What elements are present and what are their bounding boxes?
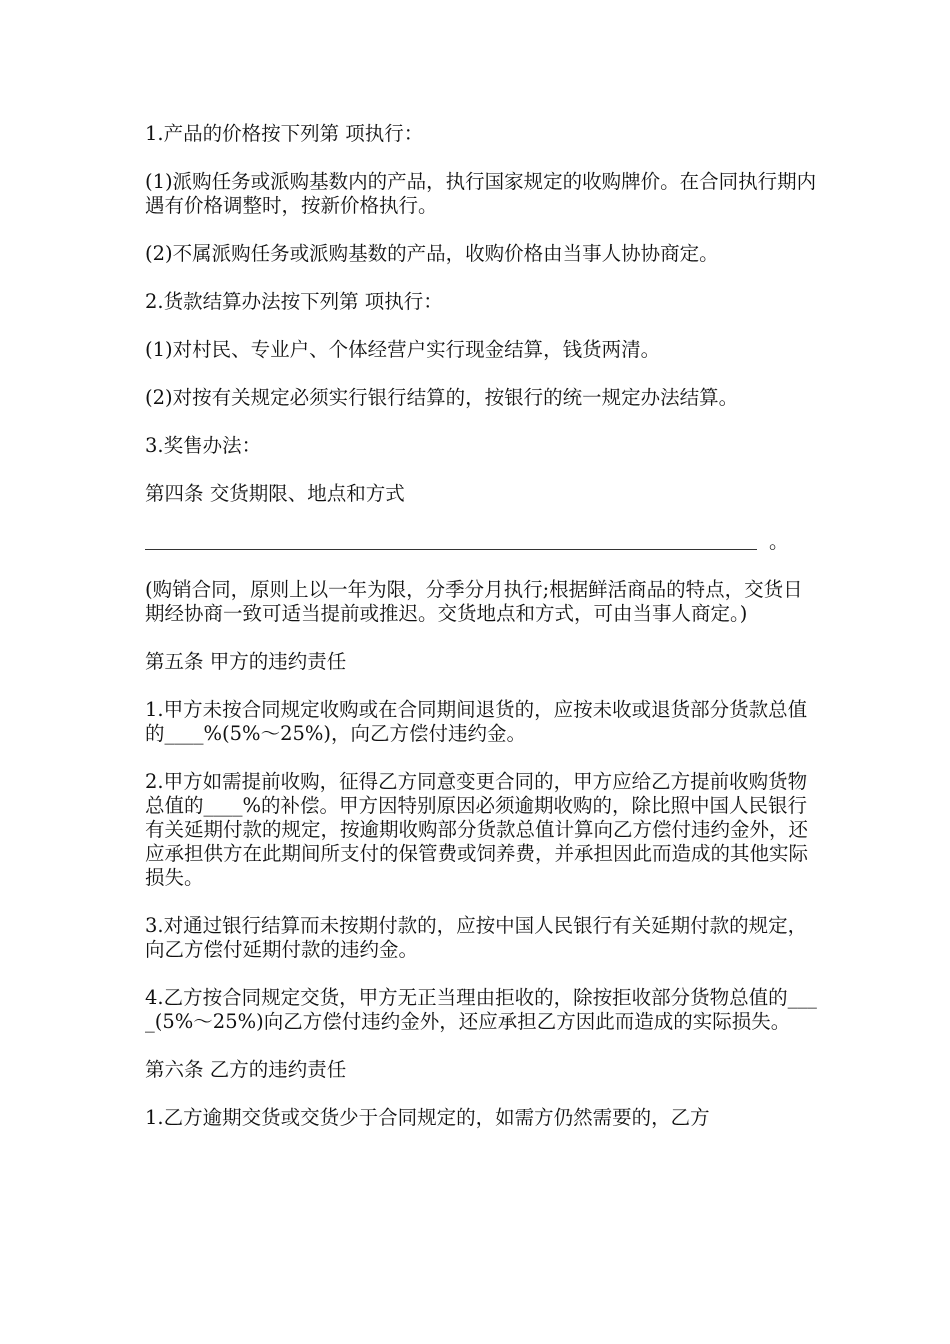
article-5-item-2: 2.甲方如需提前收购，征得乙方同意变更合同的，甲方应给乙方提前收购货物总值的____%的补偿。甲方因特别原因必须逾期收购的，除比照中国人民银行有关延期付款的规定，按逾期收购部分货款总值计算向乙方偿付违约金外，还应承担供方在此期间所支付的保管费或饲养费，并承担因此而造成的其他实际损失。 [145, 770, 809, 889]
clause-payment-item-2: (2)对按有关规定必须实行银行结算的，按银行的统一规定办法结算。 [145, 386, 739, 409]
clause-price-heading: 1.产品的价格按下列第 项执行： [145, 122, 424, 145]
article-5-item-1: 1.甲方未按合同规定收购或在合同期间退货的，应按未收或退货部分货款总值的____%(5%～25%)，向乙方偿付违约金。 [145, 698, 808, 745]
article-5-item-4: 4.乙方按合同规定交货，甲方无正当理由拒收的，除按拒收部分货物总值的____(5%～25%)向乙方偿付违约金外，还应承担乙方因此而造成的实际损失。 [145, 986, 817, 1033]
clause-price-item-2: (2)不属派购任务或派购基数的产品，收购价格由当事人协协商定。 [145, 242, 719, 265]
article-4-note: (购销合同，原则上以一年为限，分季分月执行;根据鲜活商品的特点，交货日期经协商一致可适当提前或推迟。交货地点和方式，可由当事人商定。) [145, 578, 803, 625]
blank-underline [145, 549, 757, 550]
clause-reward-heading: 3.奖售办法： [145, 434, 262, 457]
blank-line-period: 。 [769, 530, 789, 553]
contract-text [145, 122, 817, 1154]
fill-in-blank-line [145, 530, 817, 554]
clause-payment-item-1: (1)对村民、专业户、个体经营户实行现金结算，钱货两清。 [145, 338, 661, 361]
article-4-heading: 第四条 交货期限、地点和方式 [145, 482, 405, 505]
article-6-heading: 第六条 乙方的违约责任 [145, 1058, 347, 1081]
article-6-item-1: 1.乙方逾期交货或交货少于合同规定的，如需方仍然需要的，乙方 [145, 1106, 710, 1129]
clause-price-item-1: (1)派购任务或派购基数内的产品，执行国家规定的收购牌价。在合同执行期内遇有价格调整时，按新价格执行。 [145, 170, 817, 217]
article-5-heading: 第五条 甲方的违约责任 [145, 650, 347, 673]
article-5-item-3: 3.对通过银行结算而未按期付款的，应按中国人民银行有关延期付款的规定，向乙方偿付延期付款的违约金。 [145, 914, 808, 961]
clause-payment-heading: 2.货款结算办法按下列第 项执行： [145, 290, 443, 313]
